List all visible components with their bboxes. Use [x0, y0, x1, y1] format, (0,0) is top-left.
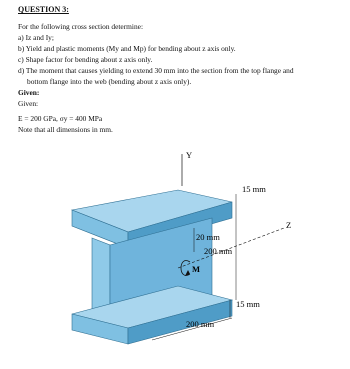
i-beam-drawing: [0, 150, 350, 364]
y-axis-label: Y: [186, 150, 193, 160]
z-axis-label: Z: [286, 220, 292, 230]
task-item-b: b) Yield and plastic moments (My and Mp) for bending about z axis only.: [18, 44, 236, 53]
given-heading: Given:: [18, 88, 40, 97]
bottom-flange-dimension: 15 mm: [236, 299, 260, 309]
task-item-d-continued: bottom flange into the web (bending about z axis only).: [27, 77, 192, 86]
material-properties: E = 200 GPa, σy = 400 MPa: [18, 114, 103, 123]
task-item-c: c) Shape factor for bending about z axis only.: [18, 55, 153, 64]
question-title: QUESTION 3:: [18, 5, 69, 14]
width-dimension: 200 mm: [186, 319, 215, 329]
question-document: [18, 4, 344, 135]
height-dimension: 200 mm: [204, 246, 233, 256]
web-thickness-dimension: 20 mm: [196, 232, 220, 242]
task-item-d: d) The moment that causes yielding to extend 30 mm into the section from the top flange and: [18, 66, 294, 75]
question-intro: For the following cross section determine:: [18, 22, 143, 31]
moment-label: M: [192, 264, 201, 274]
i-beam-figure: [0, 150, 350, 364]
top-flange-dimension: 15 mm: [242, 184, 266, 194]
dimension-note: Note that all dimensions in mm.: [18, 125, 113, 134]
task-item-a: a) Iz and Iy;: [18, 33, 54, 42]
given-label: Given:: [18, 99, 39, 108]
